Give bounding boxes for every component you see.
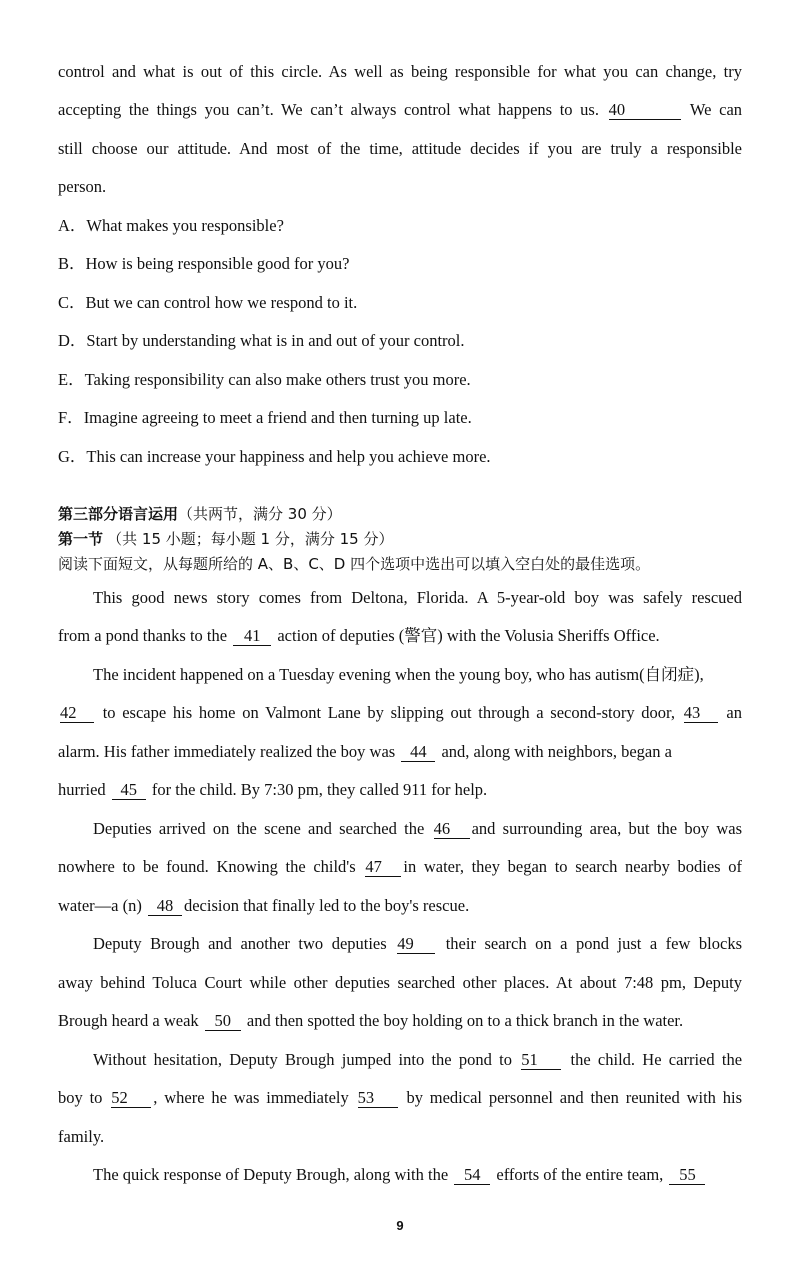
instruction: 阅读下面短文，从每题所给的 A、B、C、D 四个选项中选出可以填入空白处的最佳选项。 bbox=[58, 555, 651, 573]
passage-line: control and what is out of this circle. As well as being responsible for what you can change, try bbox=[58, 62, 742, 81]
cloze-line: The quick response of Deputy Brough, along with the 54 efforts of the entire team, 55 bbox=[93, 1163, 742, 1187]
blank-47[interactable]: 47 bbox=[365, 858, 401, 877]
passage-line: accepting the things you can’t. We can’t always control what happens to us. 40 We can bbox=[58, 100, 743, 119]
cloze-line: The incident happened on a Tuesday evening when the young boy, who has autism(自闭症), bbox=[93, 665, 704, 684]
blank-46[interactable]: 46 bbox=[434, 820, 470, 839]
blank-49[interactable]: 49 bbox=[397, 935, 435, 954]
cloze-line: alarm. His father immediately realized the boy was 44 and, along with neighbors, began a bbox=[58, 742, 672, 761]
section-heading: 第一节 （共 15 小题；每小题 1 分，满分 15 分） bbox=[58, 530, 394, 548]
cloze-line: This good news story comes from Deltona, Florida. A 5-year-old boy was safely rescued bbox=[93, 588, 742, 607]
cloze-line: Without hesitation, Deputy Brough jumped into the pond to 51 the child. He carried the bbox=[93, 1050, 743, 1069]
blank-53[interactable]: 53 bbox=[358, 1089, 398, 1108]
cloze-line: from a pond thanks to the 41 action of deputies (警官) with the Volusia Sheriffs Office. bbox=[58, 626, 660, 645]
part-heading: 第三部分语言运用（共两节，满分 30 分） bbox=[58, 505, 342, 523]
option-b: B．How is being responsible good for you? bbox=[58, 254, 350, 273]
option-d: D．Start by understanding what is in and out of your control. bbox=[58, 331, 465, 350]
cloze-line: Deputy Brough and another two deputies 49 their search on a pond just a few blocks bbox=[93, 934, 742, 953]
option-e: E．Taking responsibility can also make others trust you more. bbox=[58, 370, 471, 389]
passage-line: still choose our attitude. And most of the time, attitude decides if you are truly a responsible bbox=[58, 139, 742, 158]
cloze-line: 42 to escape his home on Valmont Lane by slipping out through a second-story door, 43 an bbox=[60, 703, 742, 722]
option-a: A．What makes you responsible? bbox=[58, 216, 284, 235]
cloze-line: boy to 52 , where he was immediately 53 by medical personnel and then reunited with his bbox=[58, 1088, 743, 1107]
cloze-line: away behind Toluca Court while other deputies searched other places. At about 7:48 pm, Deputy bbox=[58, 973, 742, 992]
blank-42[interactable]: 42 bbox=[60, 704, 94, 723]
blank-48[interactable]: 48 bbox=[148, 897, 182, 916]
cloze-line: water—a (n) 48 decision that finally led to the boy's rescue. bbox=[58, 896, 470, 915]
blank-45[interactable]: 45 bbox=[112, 781, 146, 800]
cloze-line: family. bbox=[58, 1127, 105, 1146]
cloze-line: nowhere to be found. Knowing the child's 47 in water, they began to search nearby bodies of bbox=[58, 857, 742, 876]
blank-43[interactable]: 43 bbox=[684, 704, 718, 723]
option-g: G．This can increase your happiness and help you achieve more. bbox=[58, 447, 491, 466]
blank-44[interactable]: 44 bbox=[401, 743, 435, 762]
blank-52[interactable]: 52 bbox=[111, 1089, 151, 1108]
option-c: C．But we can control how we respond to it. bbox=[58, 293, 358, 312]
blank-41[interactable]: 41 bbox=[233, 627, 271, 646]
blank-55[interactable]: 55 bbox=[669, 1166, 705, 1185]
cloze-line: Deputies arrived on the scene and searched the 46 and surrounding area, but the boy was bbox=[93, 819, 743, 838]
blank-40[interactable]: 40 bbox=[609, 101, 681, 120]
blank-51[interactable]: 51 bbox=[521, 1051, 561, 1070]
cloze-line: Brough heard a weak 50 and then spotted the boy holding on to a thick branch in the water. bbox=[58, 1011, 684, 1030]
cloze-line: hurried 45 for the child. By 7:30 pm, they called 911 for help. bbox=[58, 780, 488, 799]
passage-line: person. bbox=[58, 177, 107, 196]
page-number: 9 bbox=[396, 1218, 404, 1233]
blank-54[interactable]: 54 bbox=[454, 1166, 490, 1185]
blank-50[interactable]: 50 bbox=[205, 1012, 241, 1031]
option-f: F．Imagine agreeing to meet a friend and then turning up late. bbox=[58, 408, 472, 427]
